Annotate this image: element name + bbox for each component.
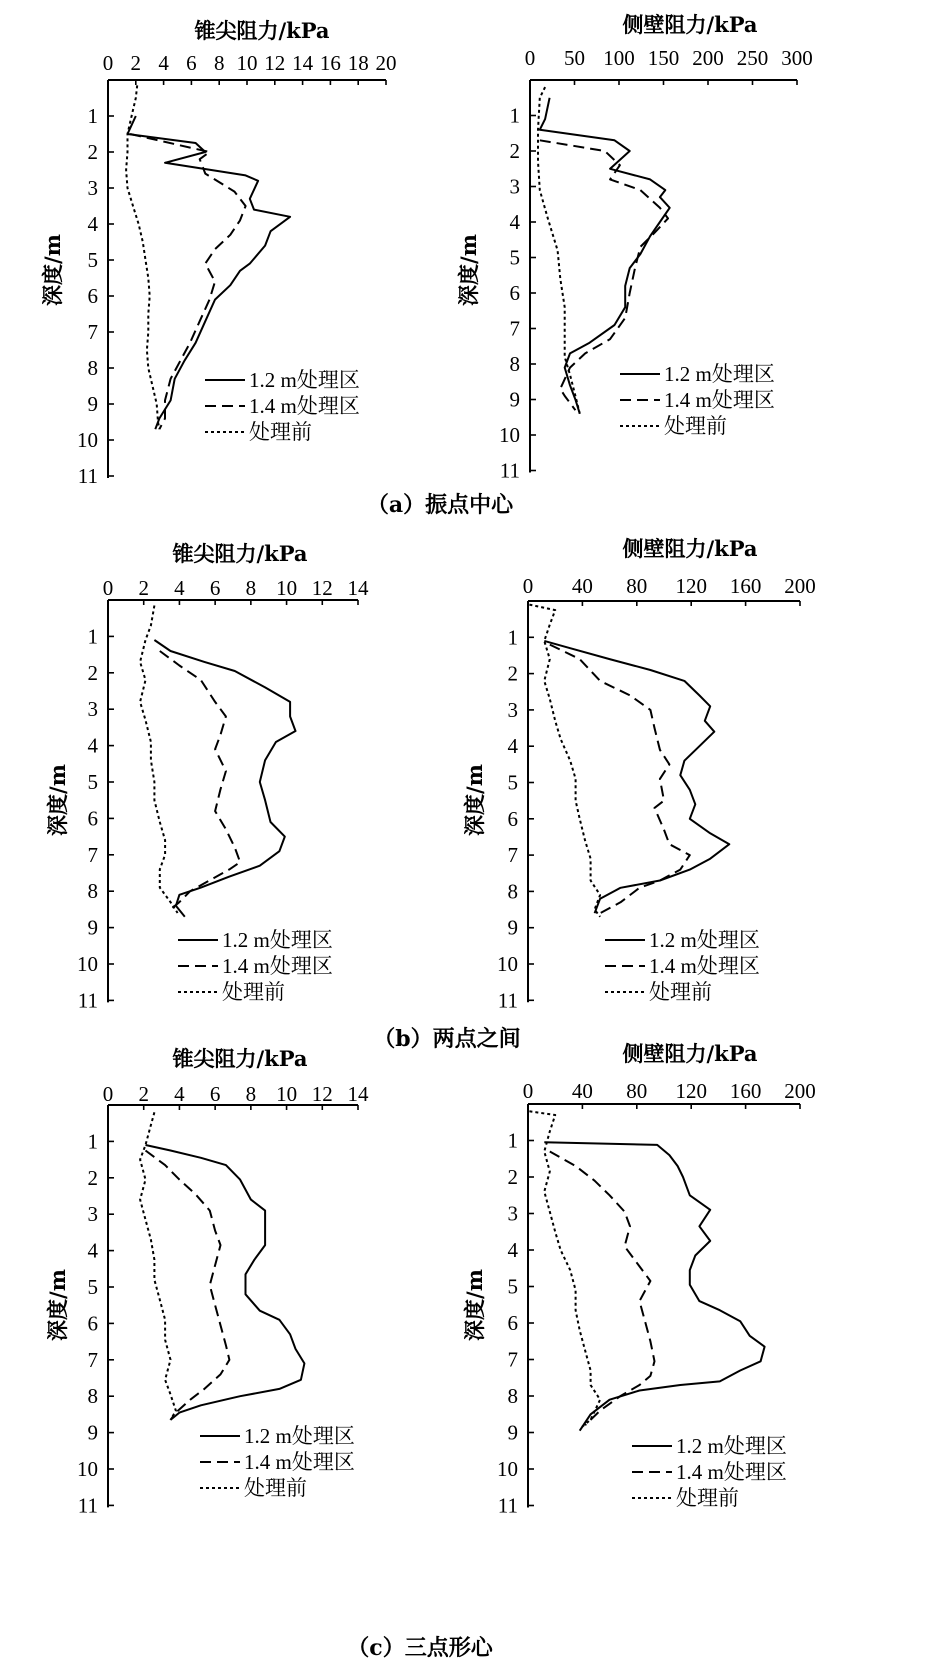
x-tick-label: 80 xyxy=(626,574,648,598)
x-tick-label: 4 xyxy=(174,1082,185,1106)
x-tick-label: 0 xyxy=(524,46,536,70)
x-axis-label: 侧壁阻力/kPa xyxy=(622,12,758,37)
x-axis-label: 侧壁阻力/kPa xyxy=(622,536,758,561)
y-tick-label: 6 xyxy=(509,281,520,305)
x-tick-label: 0 xyxy=(102,576,114,600)
x-tick-label: 12 xyxy=(311,576,333,600)
y-tick-label: 3 xyxy=(507,697,518,722)
y-tick-label: 2 xyxy=(507,1165,518,1189)
y-tick-label: 2 xyxy=(87,140,98,164)
x-tick-label: 80 xyxy=(626,1079,648,1103)
x-tick-label: 20 xyxy=(375,51,397,75)
y-tick-label: 9 xyxy=(507,915,518,940)
x-tick-label: 6 xyxy=(186,51,197,75)
y-axis-label: 深度/m xyxy=(45,764,70,836)
legend-label: 1.4 m处理区 xyxy=(649,954,760,978)
y-tick-label: 10 xyxy=(497,952,518,976)
y-tick-label: 8 xyxy=(87,1384,98,1409)
x-tick-label: 160 xyxy=(729,574,762,598)
legend-label: 1.2 m处理区 xyxy=(249,368,360,392)
x-tick-label: 4 xyxy=(158,51,169,75)
y-tick-label: 2 xyxy=(87,660,98,685)
x-tick-label: 14 xyxy=(347,576,369,600)
y-tick-label: 6 xyxy=(87,806,98,831)
x-tick-label: 16 xyxy=(319,51,341,75)
y-tick-label: 5 xyxy=(507,1274,518,1299)
y-tick-label: 3 xyxy=(507,1201,518,1226)
legend-label: 1.4 m处理区 xyxy=(222,954,333,978)
x-axis-label: 锥尖阻力/kPa xyxy=(194,18,330,43)
x-tick-label: 200 xyxy=(784,574,816,598)
legend-label: 处理前 xyxy=(244,1476,307,1500)
legend-label: 1.2 m处理区 xyxy=(676,1434,787,1458)
y-axis-label: 深度/m xyxy=(45,1269,70,1341)
y-tick-label: 7 xyxy=(87,1347,98,1372)
legend-label: 处理前 xyxy=(222,980,285,1004)
y-tick-label: 11 xyxy=(77,1493,98,1518)
legend-label: 1.2 m处理区 xyxy=(222,928,333,952)
x-tick-label: 18 xyxy=(347,51,369,75)
y-tick-label: 3 xyxy=(87,697,98,722)
x-tick-label: 10 xyxy=(276,1082,298,1106)
y-tick-label: 7 xyxy=(87,842,98,867)
y-tick-label: 11 xyxy=(77,988,98,1013)
x-axis-label: 侧壁阻力/kPa xyxy=(622,1041,758,1066)
legend-label: 1.4 m处理区 xyxy=(664,388,775,412)
y-tick-label: 5 xyxy=(509,245,520,270)
y-axis-label: 深度/m xyxy=(40,234,65,306)
y-tick-label: 4 xyxy=(507,734,518,759)
y-tick-label: 4 xyxy=(87,733,98,758)
x-tick-label: 0 xyxy=(102,51,114,75)
x-tick-label: 14 xyxy=(292,51,314,75)
y-tick-label: 11 xyxy=(77,464,98,488)
x-tick-label: 10 xyxy=(236,51,258,75)
y-tick-label: 10 xyxy=(77,428,98,452)
y-tick-label: 3 xyxy=(87,176,98,200)
y-axis-label: 深度/m xyxy=(462,764,487,836)
y-tick-label: 7 xyxy=(87,320,98,344)
y-tick-label: 4 xyxy=(507,1238,518,1262)
y-tick-label: 2 xyxy=(509,139,520,163)
y-axis-label: 深度/m xyxy=(462,1269,487,1341)
y-tick-label: 6 xyxy=(507,1311,518,1335)
x-tick-label: 100 xyxy=(603,46,635,70)
y-tick-label: 10 xyxy=(77,1457,98,1481)
y-tick-label: 8 xyxy=(507,879,518,904)
legend-label: 处理前 xyxy=(676,1486,739,1510)
x-tick-label: 2 xyxy=(138,576,149,600)
x-tick-label: 8 xyxy=(245,1082,257,1106)
y-tick-label: 11 xyxy=(497,988,518,1013)
x-tick-label: 150 xyxy=(647,46,680,70)
legend-label: 1.4 m处理区 xyxy=(676,1460,787,1484)
y-tick-label: 9 xyxy=(87,915,98,940)
y-tick-label: 9 xyxy=(507,1420,518,1445)
x-tick-label: 0 xyxy=(102,1082,114,1106)
y-tick-label: 1 xyxy=(509,103,520,128)
y-tick-label: 8 xyxy=(87,356,98,380)
caption-a: （a）振点中心 xyxy=(366,492,514,518)
y-tick-label: 5 xyxy=(87,1275,98,1299)
x-tick-label: 40 xyxy=(571,1079,593,1103)
x-tick-label: 200 xyxy=(784,1079,816,1103)
legend-label: 处理前 xyxy=(649,980,712,1004)
y-tick-label: 11 xyxy=(499,458,520,483)
legend-label: 1.2 m处理区 xyxy=(649,928,760,952)
y-tick-label: 4 xyxy=(87,212,98,236)
x-tick-label: 2 xyxy=(138,1082,149,1106)
y-tick-label: 2 xyxy=(87,1165,98,1190)
x-tick-label: 120 xyxy=(675,574,707,598)
y-tick-label: 1 xyxy=(507,1128,518,1153)
x-tick-label: 12 xyxy=(311,1082,333,1106)
y-axis-label: 深度/m xyxy=(456,234,481,306)
y-tick-label: 5 xyxy=(507,770,518,795)
y-tick-label: 3 xyxy=(87,1202,98,1227)
x-tick-label: 10 xyxy=(276,576,298,600)
y-tick-label: 1 xyxy=(87,624,98,649)
caption-b: （b）两点之间 xyxy=(373,1026,521,1052)
x-tick-label: 14 xyxy=(347,1082,369,1106)
x-axis-label: 锥尖阻力/kPa xyxy=(172,541,308,566)
legend-label: 1.4 m处理区 xyxy=(249,394,360,418)
y-tick-label: 6 xyxy=(87,284,98,308)
y-tick-label: 4 xyxy=(87,1238,98,1263)
y-tick-label: 10 xyxy=(77,952,98,976)
y-tick-label: 1 xyxy=(87,1129,98,1154)
y-tick-label: 6 xyxy=(87,1311,98,1336)
y-tick-label: 8 xyxy=(87,879,98,904)
y-tick-label: 8 xyxy=(509,352,520,376)
y-tick-label: 7 xyxy=(509,316,520,341)
y-tick-label: 5 xyxy=(87,770,98,794)
y-tick-label: 8 xyxy=(507,1384,518,1408)
x-tick-label: 6 xyxy=(209,1082,221,1106)
x-tick-label: 8 xyxy=(245,576,257,600)
x-tick-label: 0 xyxy=(522,574,534,598)
y-tick-label: 6 xyxy=(507,806,518,831)
x-tick-label: 6 xyxy=(209,576,221,600)
x-tick-label: 160 xyxy=(729,1079,762,1103)
x-axis-label: 锥尖阻力/kPa xyxy=(172,1046,308,1071)
x-tick-label: 300 xyxy=(781,46,813,70)
caption-c: （c）三点形心 xyxy=(347,1635,493,1661)
x-tick-label: 0 xyxy=(522,1079,534,1103)
y-tick-label: 9 xyxy=(509,387,520,412)
legend-label: 处理前 xyxy=(664,414,727,438)
y-tick-label: 10 xyxy=(497,1457,518,1481)
y-tick-label: 9 xyxy=(87,1420,98,1445)
y-tick-label: 3 xyxy=(509,174,520,199)
x-tick-label: 250 xyxy=(736,46,769,70)
y-tick-label: 5 xyxy=(87,248,98,272)
y-tick-label: 10 xyxy=(499,423,520,447)
y-tick-label: 11 xyxy=(497,1493,518,1518)
legend-label: 1.2 m处理区 xyxy=(244,1424,355,1448)
x-tick-label: 8 xyxy=(213,51,225,75)
y-tick-label: 9 xyxy=(87,392,98,416)
y-tick-label: 7 xyxy=(507,843,518,868)
legend-label: 1.4 m处理区 xyxy=(244,1450,355,1474)
legend-label: 处理前 xyxy=(249,420,312,444)
x-tick-label: 50 xyxy=(564,46,585,70)
x-tick-label: 12 xyxy=(264,51,286,75)
x-tick-label: 4 xyxy=(174,576,185,600)
y-tick-label: 1 xyxy=(87,104,98,128)
x-tick-label: 200 xyxy=(692,46,724,70)
legend-label: 1.2 m处理区 xyxy=(664,362,775,386)
y-tick-label: 7 xyxy=(507,1347,518,1372)
x-tick-label: 2 xyxy=(130,51,142,75)
y-tick-label: 2 xyxy=(507,661,518,686)
y-tick-label: 1 xyxy=(507,625,518,650)
x-tick-label: 40 xyxy=(571,574,593,598)
y-tick-label: 4 xyxy=(509,210,520,234)
x-tick-label: 120 xyxy=(675,1079,707,1103)
